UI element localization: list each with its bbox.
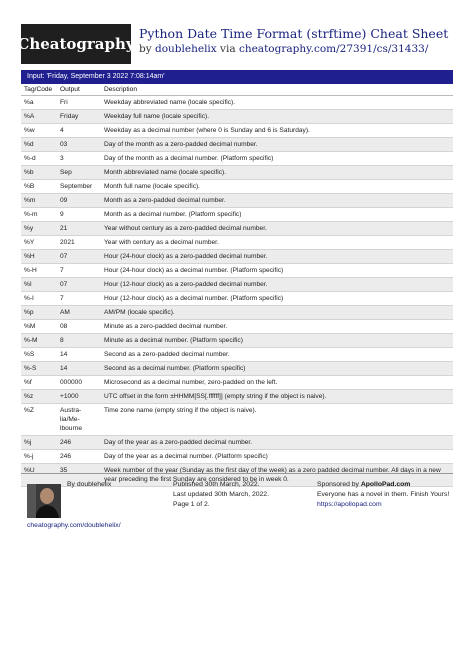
description-cell: Minute as a zero-padded decimal number. xyxy=(101,319,453,333)
description-cell: Year without century as a zero-padded decimal number. xyxy=(101,221,453,235)
description-cell: Week number of the year (Sunday as the first day of the week) as a zero padded decimal number. All days in a new year preceding the first Sunday are considered to be in week 0. xyxy=(101,463,453,486)
sponsor-text: Everyone has a novel in them. Finish Yours! xyxy=(317,491,450,498)
output-cell: 35 xyxy=(57,463,101,486)
column-header-tag: Tag/Code xyxy=(21,84,57,95)
format-code-cell: %U xyxy=(21,463,57,486)
description-cell: Month abbreviated name (locale specific). xyxy=(101,165,453,179)
output-cell: 9 xyxy=(57,207,101,221)
format-code-cell: %b xyxy=(21,165,57,179)
table-row xyxy=(21,207,453,221)
output-cell: 09 xyxy=(57,193,101,207)
format-code-cell: %y xyxy=(21,221,57,235)
table-row xyxy=(21,449,453,463)
by-label: By xyxy=(67,481,77,488)
table-row xyxy=(21,179,453,193)
updated-date: Last updated 30th March, 2022. xyxy=(173,491,269,498)
column-header-description: Description xyxy=(101,84,453,95)
description-cell: Hour (24-hour clock) as a zero-padded decimal number. xyxy=(101,249,453,263)
description-cell: Hour (12-hour clock) as a decimal number. (Platform specific) xyxy=(101,291,453,305)
output-cell: Austra- lia/Me- lbourne xyxy=(57,403,101,435)
output-cell: Fri xyxy=(57,95,101,109)
footer xyxy=(21,473,453,533)
format-code-cell: %p xyxy=(21,305,57,319)
table-header-row xyxy=(21,84,453,95)
table-row xyxy=(21,319,453,333)
sponsor-block xyxy=(317,480,453,510)
format-code-cell: %I xyxy=(21,277,57,291)
description-cell: Weekday as a decimal number (where 0 is Sunday and 6 is Saturday). xyxy=(101,123,453,137)
format-table xyxy=(21,84,453,487)
format-code-cell: %S xyxy=(21,347,57,361)
format-code-cell: %A xyxy=(21,109,57,123)
description-cell: Second as a decimal number. (Platform specific) xyxy=(101,361,453,375)
table-row xyxy=(21,249,453,263)
table-row xyxy=(21,263,453,277)
table-row xyxy=(21,95,453,109)
format-code-cell: %-m xyxy=(21,207,57,221)
output-cell: 4 xyxy=(57,123,101,137)
table-row xyxy=(21,123,453,137)
format-code-cell: %f xyxy=(21,375,57,389)
sponsor-prefix: Sponsored by xyxy=(317,481,361,488)
format-code-cell: %m xyxy=(21,193,57,207)
table-row xyxy=(21,151,453,165)
table-row xyxy=(21,137,453,151)
format-code-cell: %-I xyxy=(21,291,57,305)
publish-info xyxy=(173,480,269,510)
description-cell: Day of the year as a decimal number. (Platform specific) xyxy=(101,449,453,463)
format-code-cell: %z xyxy=(21,389,57,403)
format-code-cell: %H xyxy=(21,249,57,263)
table-row xyxy=(21,389,453,403)
input-bar: Input: 'Friday, September 3 2022 7:08:14am' xyxy=(21,70,453,84)
output-cell: 246 xyxy=(57,449,101,463)
header xyxy=(17,24,453,64)
byline xyxy=(139,43,448,55)
sheet-url-link[interactable]: cheatography.com/27391/cs/31433/ xyxy=(238,43,429,55)
format-code-cell: %-j xyxy=(21,449,57,463)
title-block xyxy=(139,26,448,55)
description-cell: Month as a zero-padded decimal number. xyxy=(101,193,453,207)
sponsor-url-link[interactable]: https://apollopad.com xyxy=(317,501,382,508)
format-code-cell: %M xyxy=(21,319,57,333)
table-row xyxy=(21,277,453,291)
table-row xyxy=(21,235,453,249)
description-cell: UTC offset in the form ±HHMM[SS[.ffffff]] (empty string if the object is naive). xyxy=(101,389,453,403)
description-cell: AM/PM (locale specific). xyxy=(101,305,453,319)
avatar-image xyxy=(27,484,61,518)
output-cell: 07 xyxy=(57,277,101,291)
output-cell: 8 xyxy=(57,333,101,347)
output-cell: 07 xyxy=(57,249,101,263)
table-row xyxy=(21,221,453,235)
sponsor-line xyxy=(317,480,453,490)
format-code-cell: %w xyxy=(21,123,57,137)
output-cell: 246 xyxy=(57,435,101,449)
published-date: Published 30th March, 2022. xyxy=(173,481,260,488)
description-cell: Month as a decimal number. (Platform specific) xyxy=(101,207,453,221)
output-cell: 7 xyxy=(57,263,101,277)
output-cell: 3 xyxy=(57,151,101,165)
table-row xyxy=(21,333,453,347)
format-code-cell: %d xyxy=(21,137,57,151)
table-row xyxy=(21,305,453,319)
description-cell: Month full name (locale specific). xyxy=(101,179,453,193)
output-cell: Sep xyxy=(57,165,101,179)
cheatography-logo[interactable]: Cheatography xyxy=(21,24,131,64)
table-row xyxy=(21,435,453,449)
author-link[interactable]: doublehelix xyxy=(155,43,217,55)
output-cell: 08 xyxy=(57,319,101,333)
by-prefix: by xyxy=(139,43,155,55)
footer-author[interactable]: doublehelix xyxy=(76,481,112,488)
output-cell: 03 xyxy=(57,137,101,151)
description-cell: Weekday full name (locale specific). xyxy=(101,109,453,123)
column-header-output: Output xyxy=(57,84,101,95)
output-cell: 14 xyxy=(57,361,101,375)
description-cell: Weekday abbreviated name (locale specific). xyxy=(101,95,453,109)
output-cell: AM xyxy=(57,305,101,319)
table-row xyxy=(21,403,453,435)
description-cell: Day of the month as a decimal number. (Platform specific) xyxy=(101,151,453,165)
format-code-cell: %-H xyxy=(21,263,57,277)
page-title: Python Date Time Format (strftime) Cheat Sheet xyxy=(139,26,449,41)
output-cell: 21 xyxy=(57,221,101,235)
description-cell: Second as a zero-padded decimal number. xyxy=(101,347,453,361)
table-row xyxy=(21,291,453,305)
format-code-cell: %Y xyxy=(21,235,57,249)
table-row xyxy=(21,347,453,361)
format-code-cell: %j xyxy=(21,435,57,449)
output-cell: +1000 xyxy=(57,389,101,403)
format-code-cell: %Z xyxy=(21,403,57,435)
description-cell: Minute as a decimal number. (Platform specific) xyxy=(101,333,453,347)
table-row xyxy=(21,109,453,123)
table-row xyxy=(21,361,453,375)
description-cell: Hour (12-hour clock) as a zero-padded decimal number. xyxy=(101,277,453,291)
via-text: via xyxy=(216,43,239,55)
description-cell: Time zone name (empty string if the object is naive). xyxy=(101,403,453,435)
table-row xyxy=(21,165,453,179)
page-number: Page 1 of 2. xyxy=(173,501,210,508)
description-cell: Day of the month as a zero-padded decimal number. xyxy=(101,137,453,151)
output-cell: 7 xyxy=(57,291,101,305)
output-cell: 000000 xyxy=(57,375,101,389)
author-url-link[interactable]: cheatography.com/doublehelix/ xyxy=(27,522,121,529)
format-code-cell: %-d xyxy=(21,151,57,165)
format-code-cell: %-M xyxy=(21,333,57,347)
description-cell: Day of the year as a zero-padded decimal number. xyxy=(101,435,453,449)
description-cell: Microsecond as a decimal number, zero-padded on the left. xyxy=(101,375,453,389)
sponsor-brand-link[interactable]: ApolloPad.com xyxy=(360,481,411,488)
output-cell: 2021 xyxy=(57,235,101,249)
table-row xyxy=(21,193,453,207)
format-code-cell: %-S xyxy=(21,361,57,375)
format-code-cell: %B xyxy=(21,179,57,193)
author-block xyxy=(67,480,111,490)
output-cell: September xyxy=(57,179,101,193)
description-cell: Hour (24-hour clock) as a decimal number. (Platform specific) xyxy=(101,263,453,277)
output-cell: 14 xyxy=(57,347,101,361)
format-code-cell: %a xyxy=(21,95,57,109)
table-row xyxy=(21,375,453,389)
author-avatar xyxy=(27,484,61,518)
output-cell: Friday xyxy=(57,109,101,123)
description-cell: Year with century as a decimal number. xyxy=(101,235,453,249)
